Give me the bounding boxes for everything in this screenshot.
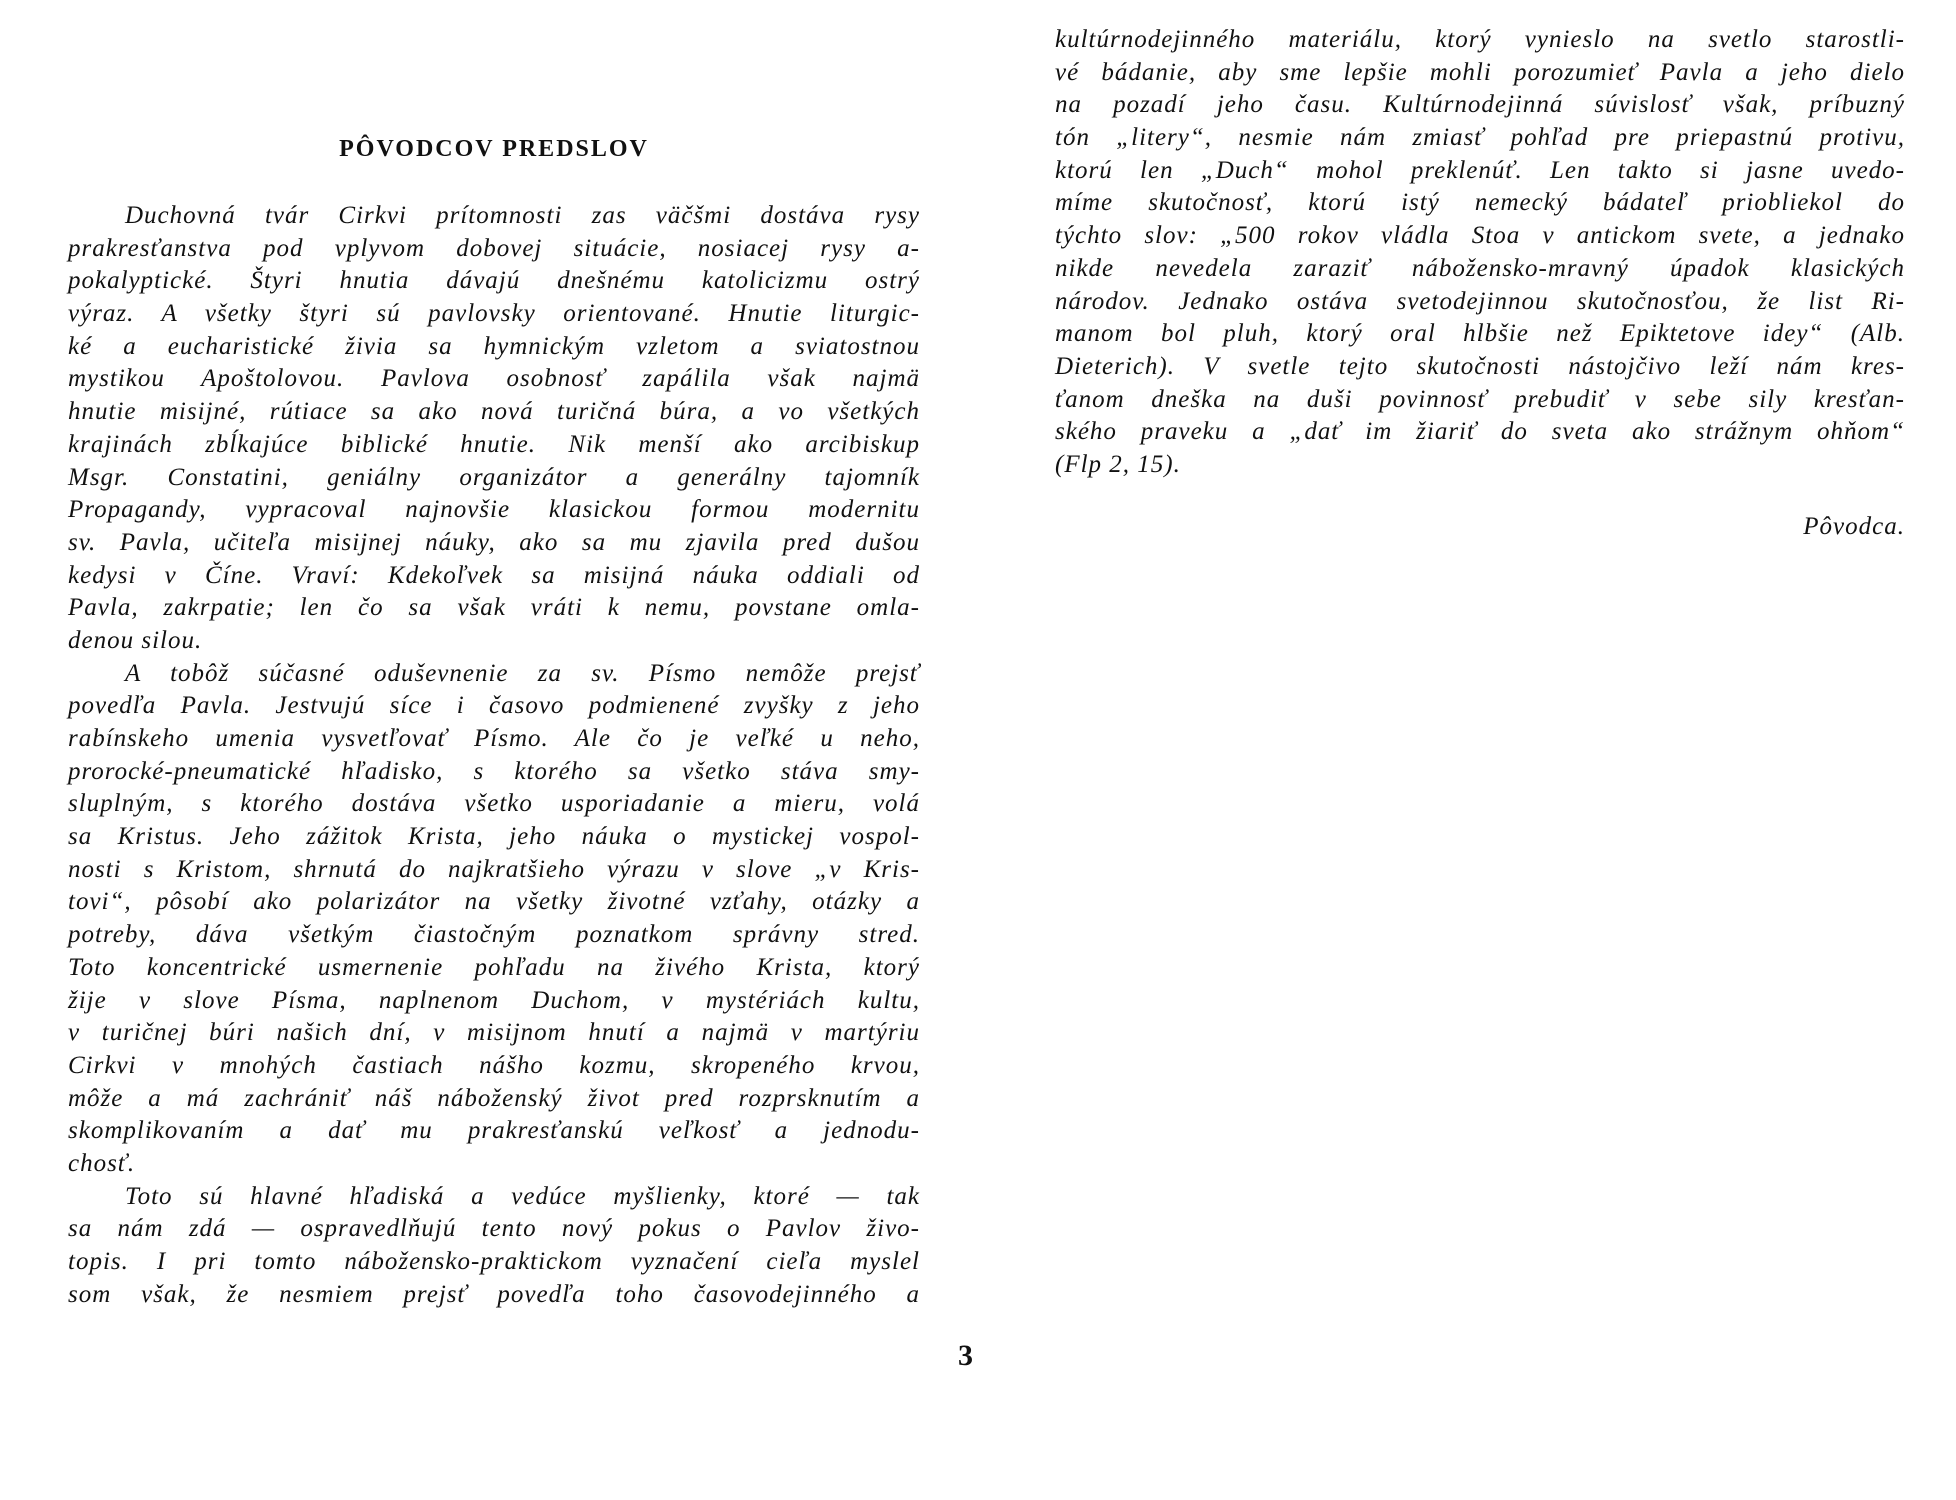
text-line: týchto slov: „500 rokov vládla Stoa v antickom svete, a jednako	[1055, 222, 1905, 250]
chapter-title: PÔVODCOV PREDSLOV	[339, 136, 649, 162]
text-line: Toto koncentrické usmernenie pohľadu na živého Krista, ktorý	[68, 953, 920, 981]
text-line: Duchovná tvár Cirkvi prítomnosti zas väčšmi dostáva rysy	[125, 202, 920, 229]
right-page-text	[1055, 24, 1905, 482]
text-line: Cirkvi v mnohých častiach nášho kozmu, skropeného krvou,	[68, 1051, 920, 1079]
text-line: sv. Pavla, učiteľa misijnej náuky, ako sa mu zjavila pred dušou	[68, 528, 920, 556]
text-line: Propagandy, vypracoval najnovšie klasickou formou modernitu	[68, 496, 920, 524]
text-line: kultúrnodejinného materiálu, ktorý vynieslo na svetlo starostli-	[1055, 26, 1905, 53]
text-line: míme skutočnosť, ktorú istý nemecký bádateľ priobliekol do	[1055, 189, 1905, 217]
author-signature: Pôvodca.	[1803, 513, 1905, 540]
text-line: môže a má zachrániť náš náboženský život pred rozprsknutím a	[68, 1084, 920, 1112]
text-line: ké a eucharistické živia sa hymnickým vzletom a sviatostnou	[68, 332, 920, 360]
text-line: sa nám zdá — ospravedlňujú tento nový pokus o Pavlov živo-	[68, 1215, 920, 1243]
page-number: 3	[958, 1339, 973, 1372]
text-line: Msgr. Constatini, geniálny organizátor a generálny tajomník	[68, 463, 920, 491]
text-line: vé bádanie, aby sme lepšie mohli porozumieť Pavla a jeho dielo	[1055, 58, 1905, 86]
text-line: pokalyptické. Štyri hnutia dávajú dnešnému katolicizmu ostrý	[68, 267, 920, 295]
paragraph	[68, 1181, 920, 1312]
left-page-text	[68, 200, 920, 1311]
text-line: topis. I pri tomto nábožensko-praktickom vyznačení cieľa myslel	[68, 1248, 920, 1275]
text-line: A tobôž súčasné oduševnenie za sv. Písmo nemôže prejsť	[125, 659, 920, 687]
text-line: rabínskeho umenia vysvetľovať Písmo. Ale čo je veľké u neho,	[68, 725, 920, 752]
text-line: Toto sú hlavné hľadiská a vedúce myšlienky, ktoré — tak	[125, 1182, 920, 1210]
text-line: skomplikovaním a dať mu prakresťanskú veľkosť a jednodu-	[68, 1117, 920, 1145]
text-line: nikde nevedela zaraziť nábožensko-mravný úpadok klasických	[1055, 254, 1905, 282]
text-line: manom bol pluh, ktorý oral hlbšie než Epiktetove idey“ (Alb.	[1055, 320, 1905, 348]
text-line: národov. Jednako ostáva svetodejinnou skutočnosťou, že list Ri-	[1055, 287, 1905, 315]
text-line: sa Kristus. Jeho zážitok Krista, jeho náuka o mystickej vospol-	[68, 823, 920, 851]
left-page	[68, 0, 973, 1500]
right-page	[1055, 0, 1905, 1500]
paragraph	[68, 200, 920, 658]
text-line: krajinách zbĺkajúce biblické hnutie. Nik menší ako arcibiskup	[68, 430, 920, 458]
text-line: v turičnej búri našich dní, v misijnom hnutí a najmä v martýriu	[68, 1019, 920, 1047]
text-line: ského praveku a „dať im žiariť do sveta ako strážnym ohňom“	[1055, 418, 1905, 446]
text-line: prakresťanstva pod vplyvom dobovej situácie, nosiacej rysy a-	[68, 234, 920, 262]
text-line: potreby, dáva všetkým čiastočným poznatkom správny stred.	[68, 921, 920, 949]
text-line: sluplným, s ktorého dostáva všetko usporiadanie a mieru, volá	[68, 790, 920, 818]
text-line: som však, že nesmiem prejsť povedľa toho časovodejinného a	[68, 1280, 920, 1308]
text-line: kedysi v Číne. Vraví: Kdekoľvek sa misijná náuka oddiali od	[68, 561, 920, 589]
paragraph	[68, 658, 920, 1181]
text-line: (Flp 2, 15).	[1055, 450, 1181, 478]
text-line: povedľa Pavla. Jestvujú síce i časovo podmienené zvyšky z jeho	[68, 692, 920, 720]
text-line: prorocké-pneumatické hľadisko, s ktorého sa všetko stáva smy-	[68, 757, 920, 785]
text-line: Dieterich). V svetle tejto skutočnosti nástojčivo leží nám kres-	[1055, 352, 1905, 380]
text-line: hnutie misijné, rútiace sa ako nová turičná búra, a vo všetkých	[68, 398, 920, 426]
text-line: denou silou.	[68, 626, 203, 654]
text-line: žije v slove Písma, naplnenom Duchom, v mystériách kultu,	[68, 986, 920, 1014]
text-line: Pavla, zakrpatie; len čo sa však vráti k nemu, povstane omla-	[68, 594, 920, 622]
text-line: na pozadí jeho času. Kultúrnodejinná súvislosť však, príbuzný	[1055, 91, 1905, 119]
paragraph	[1055, 24, 1905, 482]
text-line: ťanom dneška na duši povinnosť prebudiť v sebe sily kresťan-	[1055, 385, 1905, 413]
text-line: nosti s Kristom, shrnutá do najkratšieho výrazu v slove „v Kris-	[68, 855, 920, 883]
text-line: chosť.	[68, 1149, 136, 1177]
text-line: výraz. A všetky štyri sú pavlovsky orientované. Hnutie liturgic-	[68, 300, 920, 328]
text-line: tón „litery“, nesmie nám zmiasť pohľad pre priepastnú protivu,	[1055, 124, 1905, 152]
text-line: tovi“, pôsobí ako polarizátor na všetky životné vzťahy, otázky a	[68, 888, 920, 916]
text-line: ktorú len „Duch“ mohol preklenúť. Len takto si jasne uvedo-	[1055, 156, 1905, 184]
text-line: mystikou Apoštolovou. Pavlova osobnosť zapálila však najmä	[68, 365, 920, 393]
